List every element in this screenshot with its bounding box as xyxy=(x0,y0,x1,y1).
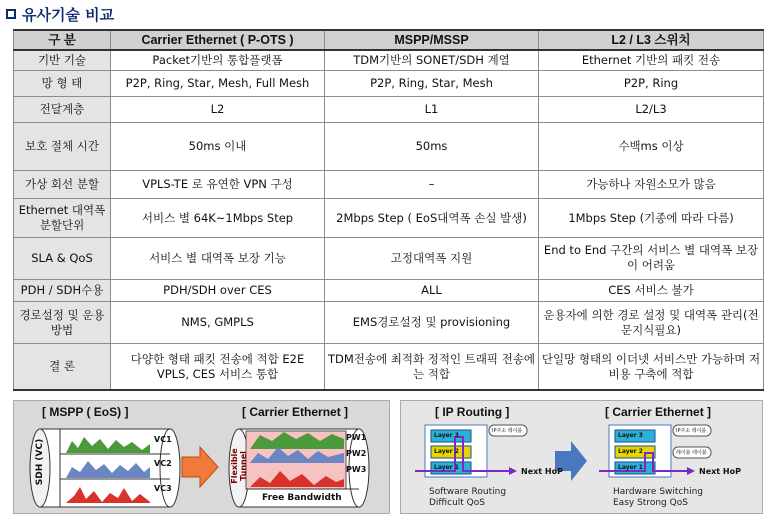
table-cell: ALL xyxy=(325,279,539,301)
row-label: 보호 절체 시간 xyxy=(14,123,111,171)
vc1-label: VC1 xyxy=(154,435,172,444)
row-label: 망 형 태 xyxy=(14,70,111,96)
table-cell: Packet기반의 통합플랫폼 xyxy=(111,50,325,70)
table-cell: 50ms 이내 xyxy=(111,123,325,171)
table-row xyxy=(14,96,764,122)
table-cell: TDM기반의 SONET/SDH 계열 xyxy=(325,50,539,70)
header-mspp: MSPP/MSSP xyxy=(325,30,539,50)
header-l2l3-switch: L2 / L3 스위치 xyxy=(539,30,764,50)
ip-table-tag-right: IP주소 테이블 xyxy=(676,428,707,434)
row-label: Ethernet 대역폭 분할단위 xyxy=(14,199,111,237)
row-label: SLA & QoS xyxy=(14,237,111,279)
table-cell: PDH/SDH over CES xyxy=(111,279,325,301)
table-row xyxy=(14,301,764,343)
table-cell: L2 xyxy=(111,96,325,122)
pw3-label: PW3 xyxy=(346,465,367,474)
layer3-label-left: Layer 3 xyxy=(434,432,459,439)
table-row xyxy=(14,70,764,96)
mspp-title: [ MSPP ( EoS) ] xyxy=(42,405,129,419)
header-carrier-ethernet: Carrier Ethernet ( P-OTS ) xyxy=(111,30,325,50)
pw2-label: PW2 xyxy=(346,449,367,458)
table-row xyxy=(14,344,764,390)
row-label: PDH / SDH수용 xyxy=(14,279,111,301)
table-cell: End to End 구간의 서비스 별 대역폭 보장이 어려움 xyxy=(539,237,764,279)
flexible-tunnel-label: Flexible Tunnel xyxy=(230,448,248,484)
ce-title: [ Carrier Ethernet ] xyxy=(242,405,349,419)
table-cell: CES 서비스 불가 xyxy=(539,279,764,301)
table-cell: – xyxy=(325,171,539,199)
sdh-vc-label: SDH (VC) xyxy=(35,438,45,486)
table-cell: P2P, Ring, Star, Mesh xyxy=(325,70,539,96)
table-cell: 50ms xyxy=(325,123,539,171)
layer3-label-right: Layer 3 xyxy=(618,432,643,439)
ce-title-right: [ Carrier Ethernet ] xyxy=(605,405,712,419)
layer2-label-right: Layer 2 xyxy=(618,448,643,455)
table-cell: P2P, Ring xyxy=(539,70,764,96)
header-category: 구 분 xyxy=(14,30,111,50)
row-label: 기반 기술 xyxy=(14,50,111,70)
table-header-row xyxy=(14,30,764,50)
table-cell: 다양한 형태 패킷 전송에 적합 E2E VPLS, CES 서비스 통합 xyxy=(111,344,325,390)
next-hop-right: Next HoP xyxy=(699,467,741,476)
table-cell: Ethernet 기반의 패킷 전송 xyxy=(539,50,764,70)
layer1-label-right: Layer 1 xyxy=(618,464,643,471)
table-cell: 서비스 별 64K~1Mbps Step xyxy=(111,199,325,237)
table-cell: 운용자에 의한 경로 설정 및 대역폭 관리(전문지식필요) xyxy=(539,301,764,343)
checkbox-bullet-icon xyxy=(6,9,16,19)
pw1-label: PW1 xyxy=(346,433,367,442)
difficult-qos-caption: Difficult QoS xyxy=(429,498,485,508)
table-row xyxy=(14,237,764,279)
table-cell: 서비스 별 대역폭 보장 기능 xyxy=(111,237,325,279)
software-routing-caption: Software Routing xyxy=(429,487,507,497)
table-cell: 고정대역폭 지원 xyxy=(325,237,539,279)
free-bandwidth-label: Free Bandwidth xyxy=(262,493,342,503)
table-cell: 가능하나 자원소모가 많음 xyxy=(539,171,764,199)
row-label: 가상 회선 분할 xyxy=(14,171,111,199)
layer1-label-left: Layer 1 xyxy=(434,464,459,471)
table-cell: NMS, GMPLS xyxy=(111,301,325,343)
table-cell: L1 xyxy=(325,96,539,122)
hardware-switching-caption: Hardware Switching xyxy=(613,487,703,497)
ip-table-tag-left: IP주소 테이블 xyxy=(492,428,523,434)
table-row xyxy=(14,50,764,70)
table-cell: 1Mbps Step (기종에 따라 다름) xyxy=(539,199,764,237)
row-label: 경로설정 및 운용방법 xyxy=(14,301,111,343)
table-row xyxy=(14,199,764,237)
table-cell: 2Mbps Step ( EoS대역폭 손실 발생) xyxy=(325,199,539,237)
table-cell: 수백ms 이상 xyxy=(539,123,764,171)
ip-routing-vs-ce-diagram xyxy=(400,400,763,514)
easy-strong-qos-caption: Easy Strong QoS xyxy=(613,498,688,508)
label-table-tag-right: 레이블 테이블 xyxy=(676,450,707,456)
transition-arrow-icon xyxy=(182,447,218,487)
comparison-table xyxy=(13,29,764,391)
vc3-label: VC3 xyxy=(154,484,172,493)
table-cell: 단일망 형태의 이더넷 서비스만 가능하며 저비용 구축에 적합 xyxy=(539,344,764,390)
table-cell: P2P, Ring, Star, Mesh, Full Mesh xyxy=(111,70,325,96)
row-label: 전달계층 xyxy=(14,96,111,122)
table-cell: VPLS-TE 로 유연한 VPN 구성 xyxy=(111,171,325,199)
table-cell: TDM전송에 최적화 정적인 트래픽 전송에는 적합 xyxy=(325,344,539,390)
ip-routing-title: [ IP Routing ] xyxy=(435,405,510,419)
mspp-vs-ce-diagram xyxy=(13,400,390,514)
vc2-label: VC2 xyxy=(154,459,172,468)
table-cell: EMS경로설정 및 provisioning xyxy=(325,301,539,343)
row-label: 결 론 xyxy=(14,344,111,390)
table-row xyxy=(14,171,764,199)
next-hop-left: Next HoP xyxy=(521,467,563,476)
table-row xyxy=(14,279,764,301)
section-title: 유사기술 비교 xyxy=(6,3,114,25)
table-cell: L2/L3 xyxy=(539,96,764,122)
layer2-label-left: Layer 2 xyxy=(434,448,459,455)
table-row xyxy=(14,123,764,171)
